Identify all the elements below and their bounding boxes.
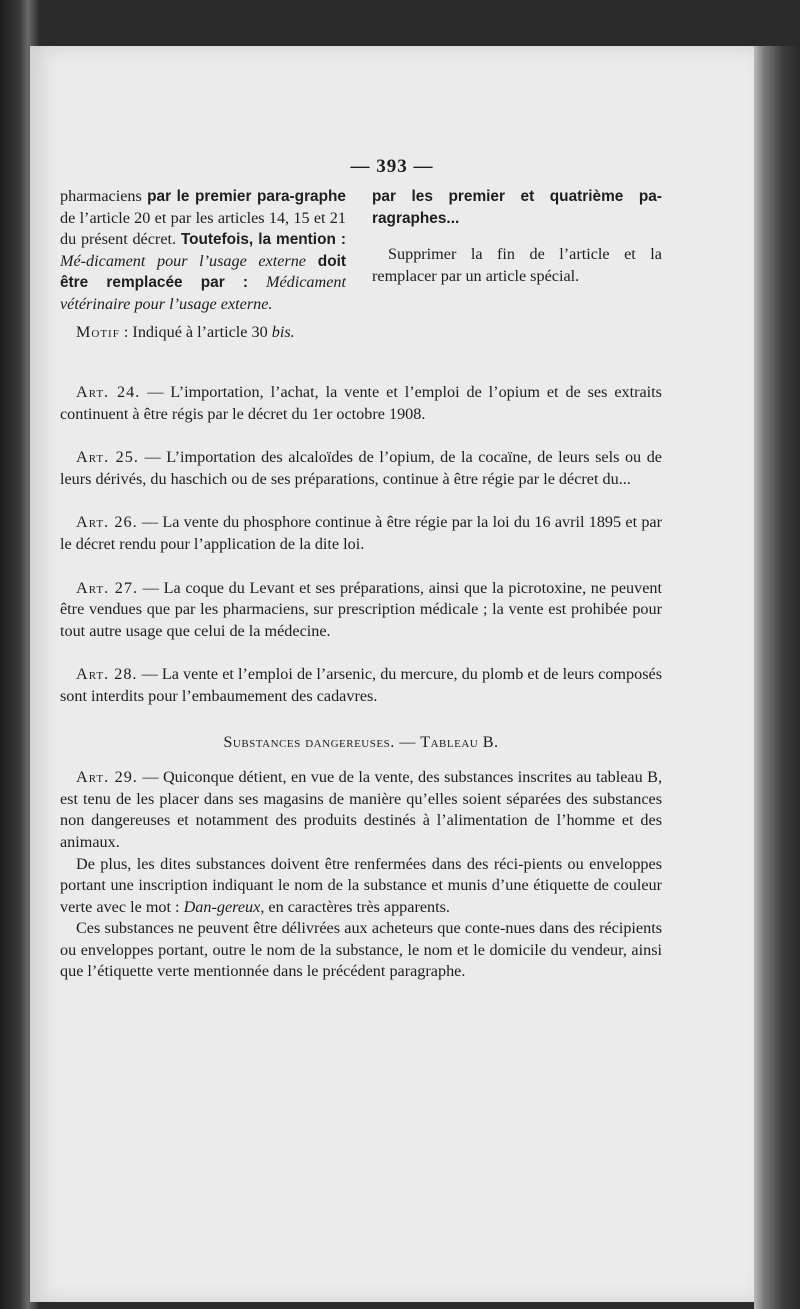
document-page (30, 46, 754, 1302)
right-column (372, 186, 662, 343)
article-label: Art. 26. (76, 513, 138, 532)
page-number: — 393 — (350, 156, 434, 177)
article-label: Art. 28. (76, 665, 138, 684)
text-span: pharmaciens (60, 187, 148, 205)
article-28 (60, 664, 662, 707)
articles-section (60, 382, 662, 983)
article-29 (60, 767, 662, 853)
article-29-paragraph-2 (60, 854, 662, 919)
text-span: , en caractères très apparents. (260, 897, 450, 916)
book-page-edge (754, 46, 800, 1309)
motif-label: Motif (76, 322, 120, 341)
left-paragraph (60, 186, 346, 316)
italic-span: Médicament vétérinaire pour l’usage externe. (60, 273, 346, 313)
two-column-section (60, 186, 662, 343)
article-26 (60, 512, 662, 555)
motif-bis: bis. (271, 322, 295, 341)
article-text: — Quiconque détient, en vue de la vente, des substances inscrites au tableau B, est tenu de les placer dans ses magasins de manière qu’elles soient séparées des substances non dangereuses et notamment des produits destinés à l’alimentation de l’homme et des animaux. (60, 768, 662, 851)
article-label: Art. 24. (76, 383, 141, 401)
left-column (60, 186, 346, 343)
text-span: De plus, les dites substances doivent être renfermées dans des réci-pients ou enveloppes portant une inscription indiquant le nom de la substance et munis d’une étiquette de couleur verte avec le mot : (60, 854, 662, 916)
article-label: Art. 25. (76, 448, 139, 467)
article-text: — La vente du phosphore continue à être régie par la loi du 16 avril 1895 et par le décret rendu pour l’application de la dite loi. (60, 513, 662, 553)
article-text: — La vente et l’emploi de l’arsenic, du mercure, du plomb et de leurs composés sont interdits pour l’embaumement des cadavres. (60, 665, 662, 705)
italic-span: Dan-gereux (183, 897, 261, 916)
bold-span: par le premier para-graphe (147, 188, 346, 205)
article-29-paragraph-3: Ces substances ne peuvent être délivrées aux acheteurs que conte-nues dans des récipients ou enveloppes portant, outre le nom de la substance, le nom et le domicile du vendeur, ainsi que l’étiquette verte mentionnée dans le précédent paragraphe. (60, 919, 662, 981)
article-label: Art. 29. (76, 768, 138, 787)
bold-span: doit être remplacée par : (60, 252, 346, 292)
article-text: — L’importation, l’achat, la vente et l’emploi de l’opium et de ses extraits continuent à être régis par le décret du 1er octobre 1908. (60, 383, 662, 423)
right-paragraph: Supprimer la fin de l’article et la remplacer par un article spécial. (372, 245, 662, 285)
text-span: de l’article 20 et par les articles 14, 15 et 21 du présent décret. (60, 208, 346, 249)
bold-span: Toutefois, la mention : (180, 231, 346, 249)
article-text: — La coque du Levant et ses préparations, ainsi que la picrotoxine, ne peuvent être vendues que par les pharmaciens, sur prescription médicale ; la vente est prohibée pour tout autre usage que celui de la médecine. (60, 578, 662, 640)
motif-text: : Indiqué à l’article 30 (119, 322, 272, 341)
right-bold-paragraph: par les premier et quatrième pa-ragraphes... (372, 188, 662, 227)
italic-span: Mé-dicament pour l’usage externe (60, 251, 306, 270)
article-27 (60, 578, 662, 643)
article-text: — L’importation des alcaloïdes de l’opium, de la cocaïne, de leurs sels ou de leurs dérivés, du haschich ou de ses préparations, continue à être régie par le décret du... (60, 448, 662, 488)
article-24 (60, 382, 662, 425)
article-25 (60, 447, 662, 490)
motif-line (60, 322, 346, 344)
article-label: Art. 27. (76, 578, 139, 597)
section-title: Substances dangereuses. — Tableau B. (223, 732, 499, 751)
